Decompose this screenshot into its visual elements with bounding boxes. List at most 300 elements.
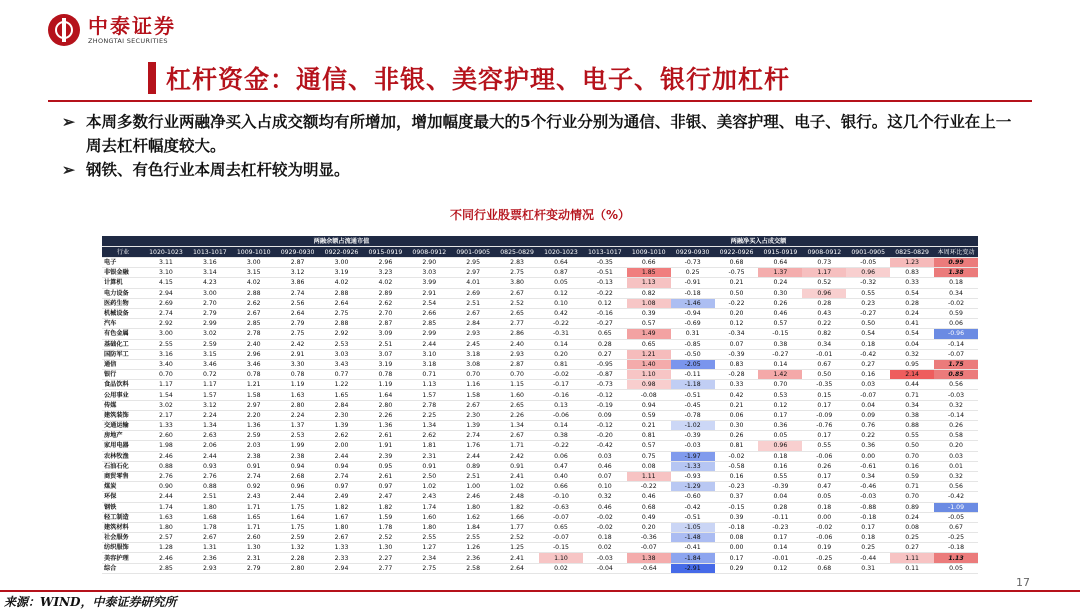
netbuy-ratio-cell: 0.66 — [539, 482, 583, 492]
column-header-date: 0915-0919 — [363, 247, 407, 258]
table-caption: 不同行业股票杠杆变动情况（%） — [449, 208, 631, 222]
netbuy-ratio-cell: 0.38 — [758, 339, 802, 349]
netbuy-ratio-cell: 1.17 — [802, 268, 846, 278]
industry-name: 通信 — [102, 359, 144, 369]
balance-ratio-cell: 2.74 — [144, 308, 188, 318]
balance-ratio-cell: 2.39 — [363, 451, 407, 461]
netbuy-ratio-cell: -0.39 — [671, 431, 715, 441]
table-row — [102, 563, 978, 573]
balance-ratio-cell: 0.77 — [320, 370, 364, 380]
netbuy-ratio-cell: -0.06 — [539, 410, 583, 420]
netbuy-ratio-cell: 0.11 — [890, 563, 934, 573]
balance-ratio-cell: 3.30 — [276, 359, 320, 369]
balance-ratio-cell: 2.61 — [363, 471, 407, 481]
balance-ratio-cell: 1.21 — [232, 380, 276, 390]
balance-ratio-cell: 2.55 — [407, 533, 451, 543]
balance-ratio-cell: 1.37 — [276, 421, 320, 431]
netbuy-ratio-cell: -0.76 — [802, 421, 846, 431]
balance-ratio-cell: 2.38 — [232, 451, 276, 461]
balance-ratio-cell: 2.40 — [495, 339, 539, 349]
netbuy-ratio-cell: -0.35 — [583, 258, 627, 268]
industry-name: 计算机 — [102, 278, 144, 288]
balance-ratio-cell: 2.94 — [144, 288, 188, 298]
netbuy-ratio-cell: 0.94 — [627, 400, 671, 410]
netbuy-ratio-cell: 0.14 — [539, 339, 583, 349]
netbuy-ratio-cell: 0.18 — [758, 451, 802, 461]
netbuy-ratio-cell: 0.21 — [715, 400, 759, 410]
balance-ratio-cell: 2.59 — [276, 533, 320, 543]
balance-ratio-cell: 1.67 — [320, 512, 364, 522]
balance-ratio-cell: 2.85 — [407, 319, 451, 329]
netbuy-ratio-cell: -1.29 — [671, 482, 715, 492]
weekly-change-cell: -0.05 — [934, 512, 978, 522]
netbuy-ratio-cell: 0.87 — [539, 268, 583, 278]
balance-ratio-cell: 2.63 — [188, 431, 232, 441]
netbuy-ratio-cell: 1.23 — [890, 258, 934, 268]
balance-ratio-cell: 0.78 — [276, 370, 320, 380]
balance-ratio-cell: 2.83 — [495, 258, 539, 268]
balance-ratio-cell: 3.18 — [407, 359, 451, 369]
balance-ratio-cell: 1.54 — [144, 390, 188, 400]
industry-name: 非银金融 — [102, 268, 144, 278]
netbuy-ratio-cell: -0.04 — [583, 563, 627, 573]
balance-ratio-cell: 2.67 — [451, 308, 495, 318]
netbuy-ratio-cell: -0.18 — [846, 512, 890, 522]
balance-ratio-cell: 4.02 — [363, 278, 407, 288]
balance-ratio-cell: 1.75 — [276, 522, 320, 532]
table-row — [102, 370, 978, 380]
table-row — [102, 471, 978, 481]
netbuy-ratio-cell: 0.83 — [715, 359, 759, 369]
balance-ratio-cell: 1.30 — [363, 543, 407, 553]
balance-ratio-cell: 2.89 — [363, 288, 407, 298]
balance-ratio-cell: 2.60 — [232, 533, 276, 543]
balance-ratio-cell: 2.33 — [320, 553, 364, 563]
netbuy-ratio-cell: -0.02 — [715, 451, 759, 461]
balance-ratio-cell: 1.30 — [232, 543, 276, 553]
netbuy-ratio-cell: 0.36 — [846, 441, 890, 451]
balance-ratio-cell: 1.60 — [495, 390, 539, 400]
balance-ratio-cell: 1.76 — [451, 441, 495, 451]
netbuy-ratio-cell: 0.08 — [890, 522, 934, 532]
netbuy-ratio-cell: 0.29 — [715, 563, 759, 573]
netbuy-ratio-cell: -0.16 — [539, 390, 583, 400]
table-row — [102, 258, 978, 268]
netbuy-ratio-cell: -1.46 — [671, 298, 715, 308]
netbuy-ratio-cell: 0.73 — [802, 258, 846, 268]
column-header-date: 0922-0926 — [715, 247, 759, 258]
netbuy-ratio-cell: 0.26 — [715, 431, 759, 441]
balance-ratio-cell: 0.72 — [188, 370, 232, 380]
table-row — [102, 461, 978, 471]
balance-ratio-cell: 1.80 — [320, 522, 364, 532]
weekly-change-cell: 1.13 — [934, 553, 978, 563]
netbuy-ratio-cell: 0.50 — [802, 370, 846, 380]
netbuy-ratio-cell: 0.14 — [758, 359, 802, 369]
weekly-change-cell: 0.01 — [934, 461, 978, 471]
column-header-date: 1013-1017 — [188, 247, 232, 258]
netbuy-ratio-cell: 0.06 — [715, 410, 759, 420]
netbuy-ratio-cell: -0.22 — [627, 482, 671, 492]
netbuy-ratio-cell: -0.02 — [583, 522, 627, 532]
balance-ratio-cell: 2.43 — [232, 492, 276, 502]
logo-cn-text: 中泰证券 — [88, 14, 176, 38]
balance-ratio-cell: 2.80 — [276, 563, 320, 573]
netbuy-ratio-cell: -0.42 — [846, 349, 890, 359]
industry-name: 纺织服饰 — [102, 543, 144, 553]
netbuy-ratio-cell: 0.46 — [627, 492, 671, 502]
netbuy-ratio-cell: -0.20 — [583, 431, 627, 441]
weekly-change-cell: -0.02 — [934, 298, 978, 308]
netbuy-ratio-cell: -0.28 — [715, 370, 759, 380]
netbuy-ratio-cell: 0.03 — [846, 380, 890, 390]
netbuy-ratio-cell: -0.12 — [583, 421, 627, 431]
balance-ratio-cell: 3.00 — [188, 288, 232, 298]
balance-ratio-cell: 1.17 — [188, 380, 232, 390]
table-row — [102, 380, 978, 390]
balance-ratio-cell: 3.03 — [407, 268, 451, 278]
netbuy-ratio-cell: 0.07 — [583, 471, 627, 481]
netbuy-ratio-cell: 0.09 — [846, 410, 890, 420]
netbuy-ratio-cell: 0.95 — [890, 359, 934, 369]
balance-ratio-cell: 3.02 — [144, 400, 188, 410]
balance-ratio-cell: 1.26 — [451, 543, 495, 553]
balance-ratio-cell: 2.36 — [451, 553, 495, 563]
table-row — [102, 319, 978, 329]
netbuy-ratio-cell: 0.41 — [890, 319, 934, 329]
balance-ratio-cell: 2.59 — [232, 431, 276, 441]
title-accent-bar — [148, 62, 156, 94]
balance-ratio-cell: 2.75 — [320, 308, 364, 318]
balance-ratio-cell: 1.65 — [320, 390, 364, 400]
balance-ratio-cell: 1.80 — [188, 502, 232, 512]
netbuy-ratio-cell: -0.16 — [583, 308, 627, 318]
netbuy-ratio-cell: 0.98 — [627, 380, 671, 390]
balance-ratio-cell: 2.31 — [407, 451, 451, 461]
netbuy-ratio-cell: -0.69 — [671, 319, 715, 329]
balance-ratio-cell: 1.78 — [363, 522, 407, 532]
table-row — [102, 278, 978, 288]
column-header-date: 0908-0912 — [407, 247, 451, 258]
balance-ratio-cell: 3.23 — [363, 268, 407, 278]
balance-ratio-cell: 1.17 — [144, 380, 188, 390]
netbuy-ratio-cell: 0.71 — [890, 390, 934, 400]
balance-ratio-cell: 1.25 — [495, 543, 539, 553]
weekly-change-cell: 0.05 — [934, 563, 978, 573]
balance-ratio-cell: 0.92 — [232, 482, 276, 492]
balance-ratio-cell: 2.34 — [407, 553, 451, 563]
netbuy-ratio-cell: 0.22 — [802, 319, 846, 329]
group-header-netbuy: 两融净买入占成交额 — [539, 236, 978, 247]
column-header-date: 0901-0905 — [846, 247, 890, 258]
balance-ratio-cell: 1.77 — [495, 522, 539, 532]
balance-ratio-cell: 2.62 — [232, 298, 276, 308]
balance-ratio-cell: 3.43 — [320, 359, 364, 369]
netbuy-ratio-cell: 1.21 — [627, 349, 671, 359]
netbuy-ratio-cell: -0.18 — [671, 288, 715, 298]
netbuy-ratio-cell: 0.33 — [890, 278, 934, 288]
netbuy-ratio-cell: 0.53 — [758, 390, 802, 400]
balance-ratio-cell: 1.00 — [451, 482, 495, 492]
industry-name: 煤炭 — [102, 482, 144, 492]
netbuy-ratio-cell: 0.14 — [539, 421, 583, 431]
balance-ratio-cell: 1.81 — [407, 441, 451, 451]
industry-name: 环保 — [102, 492, 144, 502]
balance-ratio-cell: 1.82 — [495, 502, 539, 512]
industry-name: 商贸零售 — [102, 471, 144, 481]
netbuy-ratio-cell: 0.00 — [715, 543, 759, 553]
weekly-change-cell: -0.18 — [934, 543, 978, 553]
industry-name: 综合 — [102, 563, 144, 573]
balance-ratio-cell: 2.44 — [144, 492, 188, 502]
balance-ratio-cell: 1.33 — [320, 543, 364, 553]
netbuy-ratio-cell: 0.16 — [758, 461, 802, 471]
balance-ratio-cell: 3.99 — [407, 278, 451, 288]
netbuy-ratio-cell: 0.65 — [627, 339, 671, 349]
weekly-change-cell: 0.67 — [934, 522, 978, 532]
balance-ratio-cell: 2.52 — [495, 298, 539, 308]
balance-ratio-cell: 0.97 — [363, 482, 407, 492]
balance-ratio-cell: 1.58 — [451, 390, 495, 400]
balance-ratio-cell: 1.74 — [407, 502, 451, 512]
netbuy-ratio-cell: 0.75 — [627, 451, 671, 461]
balance-ratio-cell: 2.51 — [451, 471, 495, 481]
balance-ratio-cell: 0.88 — [144, 461, 188, 471]
balance-ratio-cell: 2.91 — [407, 288, 451, 298]
netbuy-ratio-cell: -0.01 — [802, 349, 846, 359]
column-header-date: 0929-0930 — [276, 247, 320, 258]
netbuy-ratio-cell: 0.13 — [539, 400, 583, 410]
netbuy-ratio-cell: 0.70 — [890, 492, 934, 502]
balance-ratio-cell: 1.71 — [232, 522, 276, 532]
netbuy-ratio-cell: 2.14 — [890, 370, 934, 380]
column-header-date: 0922-0926 — [320, 247, 364, 258]
balance-ratio-cell: 2.51 — [451, 298, 495, 308]
balance-ratio-cell: 1.16 — [451, 380, 495, 390]
balance-ratio-cell: 2.67 — [495, 288, 539, 298]
netbuy-ratio-cell: -0.12 — [583, 390, 627, 400]
netbuy-ratio-cell: 1.40 — [627, 359, 671, 369]
industry-name: 建筑装饰 — [102, 410, 144, 420]
netbuy-ratio-cell: 0.83 — [890, 268, 934, 278]
table-row — [102, 308, 978, 318]
balance-ratio-cell: 2.75 — [407, 563, 451, 573]
balance-ratio-cell: 2.88 — [320, 288, 364, 298]
netbuy-ratio-cell: 0.43 — [802, 308, 846, 318]
industry-name: 医药生物 — [102, 298, 144, 308]
netbuy-ratio-cell: 0.42 — [715, 390, 759, 400]
netbuy-ratio-cell: 0.59 — [890, 471, 934, 481]
table-row — [102, 441, 978, 451]
balance-ratio-cell: 0.96 — [276, 482, 320, 492]
industry-name: 美容护理 — [102, 553, 144, 563]
netbuy-ratio-cell: -0.10 — [539, 492, 583, 502]
netbuy-ratio-cell: -0.08 — [627, 390, 671, 400]
balance-ratio-cell: 2.65 — [495, 400, 539, 410]
bullet-item — [62, 110, 1022, 158]
netbuy-ratio-cell: -0.93 — [671, 471, 715, 481]
netbuy-ratio-cell: -0.02 — [802, 522, 846, 532]
balance-ratio-cell: 2.24 — [276, 410, 320, 420]
netbuy-ratio-cell: 0.12 — [758, 563, 802, 573]
netbuy-ratio-cell: -0.07 — [539, 533, 583, 543]
netbuy-ratio-cell: 0.24 — [890, 512, 934, 522]
netbuy-ratio-cell: 0.64 — [758, 258, 802, 268]
balance-ratio-cell: 2.46 — [451, 492, 495, 502]
balance-ratio-cell: 2.56 — [276, 298, 320, 308]
netbuy-ratio-cell: 0.55 — [846, 288, 890, 298]
netbuy-ratio-cell: 0.04 — [846, 400, 890, 410]
netbuy-ratio-cell: 0.20 — [715, 308, 759, 318]
balance-ratio-cell: 2.85 — [232, 319, 276, 329]
industry-name: 食品饮料 — [102, 380, 144, 390]
netbuy-ratio-cell: -0.95 — [583, 359, 627, 369]
balance-ratio-cell: 2.57 — [144, 533, 188, 543]
balance-ratio-cell: 2.62 — [320, 431, 364, 441]
header-blank — [102, 236, 144, 247]
netbuy-ratio-cell: 0.38 — [890, 410, 934, 420]
balance-ratio-cell: 1.15 — [495, 380, 539, 390]
balance-ratio-cell: 2.48 — [495, 492, 539, 502]
balance-ratio-cell: 1.36 — [363, 421, 407, 431]
balance-ratio-cell: 1.02 — [495, 482, 539, 492]
balance-ratio-cell: 2.42 — [495, 451, 539, 461]
netbuy-ratio-cell: 0.08 — [715, 533, 759, 543]
netbuy-ratio-cell: 0.16 — [715, 471, 759, 481]
balance-ratio-cell: 2.40 — [232, 339, 276, 349]
column-header-change: 本周环比变动 — [934, 247, 978, 258]
balance-ratio-cell: 2.76 — [144, 471, 188, 481]
balance-ratio-cell: 2.69 — [451, 288, 495, 298]
balance-ratio-cell: 1.34 — [407, 421, 451, 431]
netbuy-ratio-cell: -0.19 — [583, 400, 627, 410]
netbuy-ratio-cell: 0.40 — [539, 471, 583, 481]
balance-ratio-cell: 2.68 — [276, 471, 320, 481]
column-header-date: 1013-1017 — [583, 247, 627, 258]
balance-ratio-cell: 2.85 — [144, 563, 188, 573]
netbuy-ratio-cell: 0.12 — [758, 400, 802, 410]
balance-ratio-cell: 3.10 — [407, 349, 451, 359]
balance-ratio-cell: 1.63 — [144, 512, 188, 522]
balance-ratio-cell: 1.82 — [363, 502, 407, 512]
table-row — [102, 329, 978, 339]
balance-ratio-cell: 2.26 — [363, 410, 407, 420]
balance-ratio-cell: 3.11 — [144, 258, 188, 268]
industry-name: 轻工制造 — [102, 512, 144, 522]
netbuy-ratio-cell: -0.45 — [671, 400, 715, 410]
netbuy-ratio-cell: -0.60 — [671, 492, 715, 502]
netbuy-ratio-cell: -0.51 — [671, 390, 715, 400]
netbuy-ratio-cell: -0.03 — [846, 492, 890, 502]
netbuy-ratio-cell: 1.13 — [627, 278, 671, 288]
netbuy-ratio-cell: 0.22 — [846, 431, 890, 441]
netbuy-ratio-cell: -1.33 — [671, 461, 715, 471]
balance-ratio-cell: 1.64 — [363, 390, 407, 400]
balance-ratio-cell: 1.32 — [276, 543, 320, 553]
table-row — [102, 339, 978, 349]
table-column-header — [102, 247, 978, 258]
balance-ratio-cell: 3.40 — [144, 359, 188, 369]
balance-ratio-cell: 0.93 — [188, 461, 232, 471]
table-row — [102, 502, 978, 512]
balance-ratio-cell: 3.14 — [188, 268, 232, 278]
balance-ratio-cell: 1.34 — [188, 421, 232, 431]
balance-ratio-cell: 1.02 — [407, 482, 451, 492]
balance-ratio-cell: 2.30 — [320, 410, 364, 420]
netbuy-ratio-cell: -0.91 — [671, 278, 715, 288]
netbuy-ratio-cell: 1.11 — [627, 471, 671, 481]
netbuy-ratio-cell: -0.51 — [583, 268, 627, 278]
netbuy-ratio-cell: 0.67 — [802, 359, 846, 369]
netbuy-ratio-cell: 0.19 — [802, 543, 846, 553]
netbuy-ratio-cell: 0.25 — [846, 543, 890, 553]
balance-ratio-cell: 0.95 — [363, 461, 407, 471]
weekly-change-cell: 0.20 — [934, 441, 978, 451]
column-header-date: 1009-1010 — [232, 247, 276, 258]
page-number: 17 — [1016, 576, 1030, 589]
bullet-list — [62, 110, 1022, 182]
column-header-date: 0929-0930 — [671, 247, 715, 258]
netbuy-ratio-cell: 0.33 — [715, 380, 759, 390]
netbuy-ratio-cell: -1.18 — [671, 380, 715, 390]
balance-ratio-cell: 1.99 — [276, 441, 320, 451]
netbuy-ratio-cell: -1.97 — [671, 451, 715, 461]
industry-name: 交通运输 — [102, 421, 144, 431]
netbuy-ratio-cell: -0.06 — [802, 533, 846, 543]
netbuy-ratio-cell: 0.06 — [539, 451, 583, 461]
netbuy-ratio-cell: -0.41 — [671, 543, 715, 553]
netbuy-ratio-cell: 0.34 — [846, 471, 890, 481]
netbuy-ratio-cell: 0.47 — [802, 482, 846, 492]
table-row — [102, 421, 978, 431]
balance-ratio-cell: 3.00 — [232, 258, 276, 268]
balance-ratio-cell: 1.63 — [276, 390, 320, 400]
netbuy-ratio-cell: -0.58 — [715, 461, 759, 471]
netbuy-ratio-cell: 0.18 — [846, 339, 890, 349]
weekly-change-cell: -0.14 — [934, 339, 978, 349]
netbuy-ratio-cell: -0.13 — [583, 278, 627, 288]
netbuy-ratio-cell: 0.38 — [539, 431, 583, 441]
netbuy-ratio-cell: 0.17 — [802, 471, 846, 481]
industry-name: 公用事业 — [102, 390, 144, 400]
netbuy-ratio-cell: 0.34 — [890, 400, 934, 410]
balance-ratio-cell: 1.84 — [451, 522, 495, 532]
balance-ratio-cell: 3.46 — [232, 359, 276, 369]
weekly-change-cell: 0.56 — [934, 380, 978, 390]
netbuy-ratio-cell: 0.46 — [583, 502, 627, 512]
netbuy-ratio-cell: -0.03 — [671, 441, 715, 451]
netbuy-ratio-cell: -0.07 — [627, 543, 671, 553]
balance-ratio-cell: 2.96 — [232, 349, 276, 359]
slide-title: 杠杆资金：通信、非银、美容护理、电子、银行加杠杆 — [166, 65, 791, 94]
balance-ratio-cell: 2.58 — [451, 563, 495, 573]
industry-name: 国防军工 — [102, 349, 144, 359]
netbuy-ratio-cell: 0.57 — [627, 319, 671, 329]
weekly-change-cell: 0.85 — [934, 370, 978, 380]
netbuy-ratio-cell: 0.82 — [802, 329, 846, 339]
balance-ratio-cell: 1.62 — [451, 512, 495, 522]
balance-ratio-cell: 1.80 — [407, 522, 451, 532]
netbuy-ratio-cell: 0.42 — [539, 308, 583, 318]
balance-ratio-cell: 0.70 — [495, 370, 539, 380]
balance-ratio-cell: 2.61 — [363, 431, 407, 441]
netbuy-ratio-cell: 1.37 — [758, 268, 802, 278]
balance-ratio-cell: 2.67 — [232, 308, 276, 318]
balance-ratio-cell: 2.92 — [144, 319, 188, 329]
netbuy-ratio-cell: 0.16 — [846, 370, 890, 380]
netbuy-ratio-cell: 0.30 — [758, 288, 802, 298]
netbuy-ratio-cell: 0.57 — [758, 319, 802, 329]
